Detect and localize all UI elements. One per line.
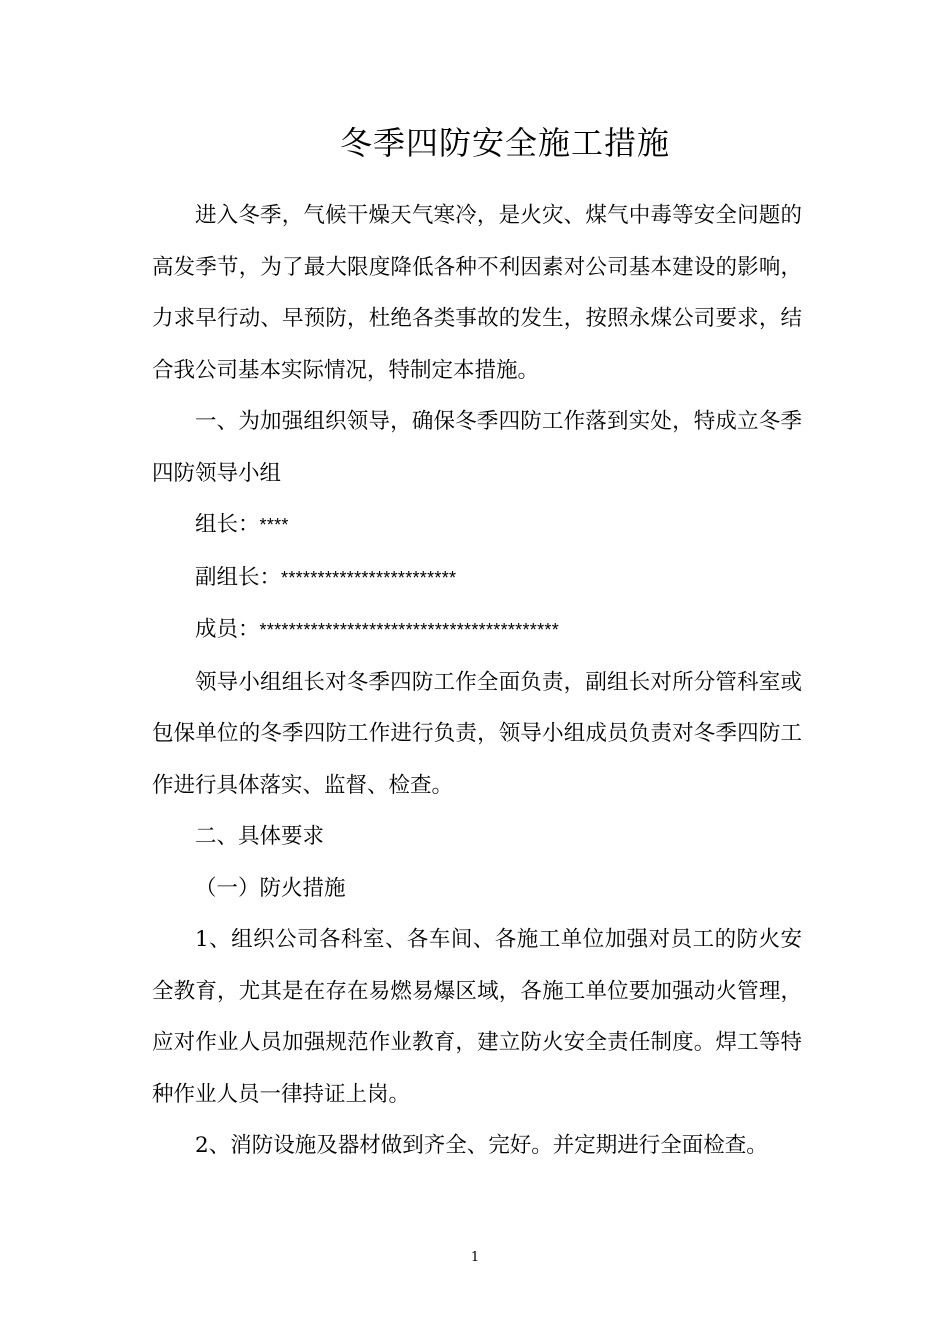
item-one-paragraph xyxy=(152,914,802,1120)
members-line xyxy=(152,604,802,657)
item-two-text: 、消防设施及器材做到齐全、完好。并定期进行全面检查。 xyxy=(208,1133,768,1158)
deputy-value: ************************ xyxy=(281,567,457,588)
leader-line xyxy=(152,499,802,552)
item-two-number: 2 xyxy=(195,1133,209,1158)
item-one-number: 1 xyxy=(195,927,209,952)
item-one-text: 、组织公司各科室、各车间、各施工单位加强对员工的防火安全教育，尤其是在存在易燃易爆区域，各施工单位要加强动火管理，应对作业人员加强规范作业教育，建立防火安全责任制度。焊工等特种作业人员一律持证上岗。 xyxy=(152,927,802,1107)
members-value: ***************************************** xyxy=(259,620,560,640)
deputy-label: 副组长： xyxy=(195,564,282,590)
item-two-paragraph xyxy=(152,1120,802,1172)
responsibility-paragraph: 领导小组组长对冬季四防工作全面负责，副组长对所分管科室或包保单位的冬季四防工作进行负责，领导小组成员负责对冬季四防工作进行具体落实、监督、检查。 xyxy=(152,669,802,798)
document-title: 冬季四防安全施工措施 xyxy=(339,124,670,162)
document-body xyxy=(152,190,802,1172)
section-one-heading: 一、为加强组织领导，确保冬季四防工作落到实处，特成立冬季四防领导小组 xyxy=(152,409,802,486)
leader-value: **** xyxy=(259,515,289,535)
leader-label: 组长： xyxy=(195,512,260,537)
page-number: 1 xyxy=(470,1250,480,1265)
members-label: 成员： xyxy=(195,617,260,642)
fire-prevention-heading: （一）防火措施 xyxy=(195,875,346,901)
intro-paragraph: 进入冬季，气候干燥天气寒冷，是火灾、煤气中毒等安全问题的高发季节，为了最大限度降低各种不利因素对公司基本建设的影响，力求早行动、早预防，杜绝各类事故的发生，按照永煤公司要求，结合我公司基本实际情况，特制定本措施。 xyxy=(152,203,802,383)
section-two-heading: 二、具体要求 xyxy=(195,824,325,849)
deputy-line xyxy=(152,552,802,605)
